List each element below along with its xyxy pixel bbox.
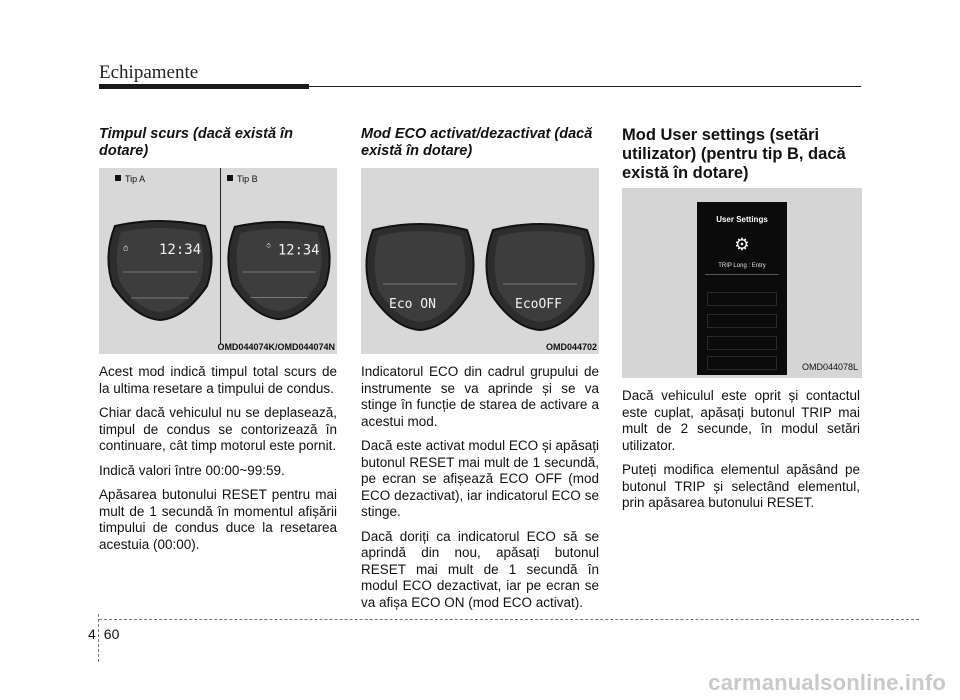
column-user-settings bbox=[622, 126, 860, 512]
cluster-display-type-a bbox=[103, 216, 217, 328]
paragraph: Indicatorul ECO din cadrul grupului de instrumente se va aprinde și se va stinge în funcție de starea de activare a acestui mod. bbox=[361, 364, 599, 429]
footer-rule bbox=[99, 619, 919, 620]
figure-code: OMD044702 bbox=[545, 342, 597, 352]
screen-faint-row bbox=[707, 292, 777, 306]
section-title: Echipamente bbox=[99, 62, 199, 83]
display-eco-off: EcoOFF bbox=[515, 297, 562, 312]
svg-text:⏱: ⏱ bbox=[123, 245, 129, 253]
paragraph: Dacă doriți ca indicatorul ECO să se aprindă din nou, apăsați butonul RESET mai mult de 1 secundă în modul ECO dezactivat, iar pe ecran se va afișa ECO ON (mod ECO activat). bbox=[361, 528, 599, 610]
screen-faint-row bbox=[707, 336, 777, 350]
paragraph: Chiar dacă vehiculul nu se deplasează, timpul de condus se contorizează în continuare, cât timp motorul este pornit. bbox=[99, 405, 337, 453]
screen-faint-row bbox=[707, 356, 777, 370]
figure-code: OMD044078L bbox=[801, 362, 858, 372]
paragraph: Apăsarea butonului RESET pentru mai mult de 1 secundă în momentul afișării timpului de condus duce la resetarea acestuia (00:00). bbox=[99, 487, 337, 552]
chapter-number: 4 bbox=[88, 626, 96, 642]
paragraph: Puteți modifica elementul apăsând pe butonul TRIP și selectând elementul, prin apăsarea butonului RESET. bbox=[622, 462, 860, 510]
heading-eco-mode: Mod ECO activat/dezactivat (dacă există în dotare) bbox=[361, 126, 593, 159]
figure-elapsed-time bbox=[99, 168, 337, 354]
heading-user-settings: Mod User settings (setări utilizator) (pentru tip B, dacă există în dotare) bbox=[622, 126, 846, 182]
label-type-a: Tip A bbox=[115, 174, 145, 184]
figure-user-settings bbox=[622, 188, 862, 378]
site-watermark: carmanualsonline.info bbox=[708, 670, 946, 695]
column-eco-mode bbox=[361, 126, 599, 611]
figure-code: OMD044074K/OMD044074N bbox=[217, 342, 335, 352]
paragraph: Dacă vehiculul este oprit și contactul este cuplat, apăsați butonul TRIP mai mult de 2 secunde, în modul setări utilizator. bbox=[622, 388, 860, 453]
gear-icon: ⚙ bbox=[734, 235, 750, 254]
label-type-b: Tip B bbox=[227, 174, 258, 184]
page-number-value: 60 bbox=[103, 626, 120, 642]
paragraph: Indică valori între 00:00~99:59. bbox=[99, 462, 285, 478]
display-eco-on: Eco ON bbox=[389, 297, 436, 312]
screen-faint-row bbox=[707, 314, 777, 328]
paragraph: Dacă este activat modul ECO și apăsați butonul RESET mai mult de 1 secundă, pe ecran se afișează ECO OFF (mod ECO dezactivat), iar indicatorul ECO se stinge. bbox=[361, 438, 599, 519]
column-elapsed-time bbox=[99, 126, 337, 553]
user-settings-screen bbox=[697, 202, 787, 375]
svg-text:⏱: ⏱ bbox=[266, 243, 271, 250]
header-rule bbox=[99, 86, 861, 87]
cluster-display-type-b bbox=[223, 216, 335, 328]
figure-eco-mode bbox=[361, 168, 599, 354]
screen-title: User Settings bbox=[716, 215, 768, 224]
display-b-value: 12:34 bbox=[278, 242, 320, 259]
display-a-value: 12:34 bbox=[159, 242, 202, 258]
cluster-display-eco-off bbox=[481, 220, 599, 338]
screen-item: TRIP Long : Entry bbox=[718, 263, 766, 269]
cluster-display-eco-on bbox=[361, 220, 479, 338]
figure-divider bbox=[220, 168, 221, 344]
heading-elapsed-time: Timpul scurs (dacă există în dotare) bbox=[99, 126, 293, 159]
screen-separator bbox=[705, 274, 779, 275]
paragraph: Acest mod indică timpul total scurs de la ultima resetare a timpului de condus. bbox=[99, 364, 337, 396]
page-number bbox=[88, 626, 119, 642]
